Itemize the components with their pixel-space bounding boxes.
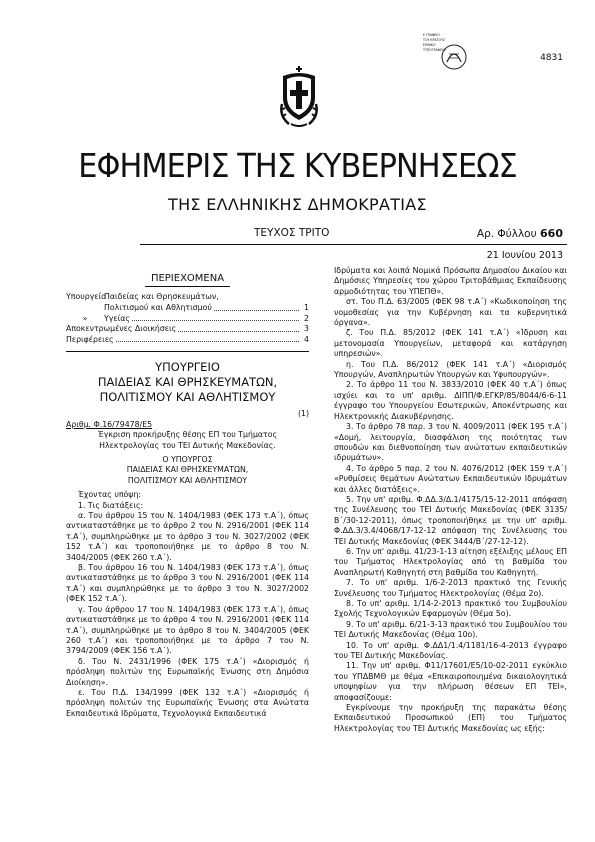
- stamp-line: ΕΘΝΙΚΟ: [423, 43, 436, 47]
- stamp-line: Ε ΓΡΑΦΕΙΟ: [423, 33, 440, 37]
- sheet-number: [477, 227, 563, 240]
- paragraph: Εγκρίνουμε την προκήρυξη της παρακάτω θέσης Εκπαιδευτικού Προσωπικού (ΕΠ) του Τμήματος Ηλεκτρολογίας του ΤΕΙ Δυτικής Μακεδονίας ως εξής:: [334, 703, 567, 733]
- paragraph: 7. Το υπ' αριθμ. 1/6-2-2013 πρακτικό της Γενικής Συνέλευσης του Τμήματος Ηλεκτρολογίας (Θέμα 2ο).: [334, 578, 567, 598]
- official-title: [66, 455, 309, 486]
- toc-page: 1: [304, 303, 309, 312]
- paragraph: ζ. Του Π.Δ. 85/2012 (ΦΕΚ 141 τ.Α΄) «Ίδρυση και μετονομασία Υπουργείων, μεταφορά και κατάργηση υπηρεσιών».: [334, 328, 567, 359]
- paragraph: 9. Το υπ' αριθμ. 6/21-3-13 πρακτικό του Συμβουλίου του ΤΕΙ Δυτικής Μακεδονίας (Θέμα 10ο).: [334, 619, 567, 640]
- paragraph: 11. Την υπ' αριθμ. Φ11/17601/Ε5/10-02-2011 εγκύκλιο του ΥΠΔΒΜΘ με θέμα «Επικαιροποιημένα δικαιολογητικά υποψηφίων για την πλήρωση θέσεων ΕΠ ΤΕΙ», αποφασίζουμε:: [334, 661, 567, 702]
- paragraph: στ. Του Π.Δ. 63/2005 (ΦΕΚ 98 τ.Α΄) «Κωδικοποίηση της νομοθεσίας για την Κυβέρνηση και τα κυβερνητικά όργανα».: [334, 297, 567, 328]
- issue-label: ΤΕΥΧΟΣ ΤΡΙΤΟ: [254, 227, 330, 239]
- sheet-label: Αρ. Φύλλου: [476, 228, 537, 240]
- issue-date: 21 Ιουνίου 2013: [486, 250, 563, 261]
- decision-ref-number: Αριθμ. Φ.16/79478/Ε5: [66, 419, 153, 429]
- paragraph: 10. Το υπ' αριθμ. Φ.ΔΔ1/1.4/1181/16-4-2013 έγγραφο του ΤΕΙ Δυτικής Μακεδονίας.: [334, 640, 567, 661]
- toc-page: 4: [304, 334, 309, 344]
- right-column: [334, 266, 567, 734]
- toc-page: 3: [304, 324, 309, 334]
- printing-office-stamp: [423, 33, 471, 73]
- paragraph: 4. Το άρθρο 5 παρ. 2 του Ν. 4076/2012 (ΦΕΚ 159 τ.Α΄) «Ρυθμίσεις θεμάτων Ανώτατων Εκπαιδευτικών Ιδρυμάτων και άλλες διατάξεις».: [334, 463, 567, 494]
- paragraph: Ιδρύματα και λοιπά Νομικά Πρόσωπα Δημοσίου Δικαίου και Δημόσιες Υπηρεσίες του χώρου Τριτοβάθμιας Εκπαίδευσης αρμοδιότητας του ΥΠΕΠΘ».: [334, 266, 567, 296]
- header-rule: [140, 244, 567, 245]
- paragraph: α. Του άρθρου 15 του Ν. 1404/1983 (ΦΕΚ 173 τ.Α΄), όπως αντικαταστάθηκε με το άρθρο 2 του Ν. 2916/2001 (ΦΕΚ 114 τ.Α΄), συμπληρώθηκε με το άρθρο 3 του Ν. 3027/2002 (ΦΕΚ 152 τ.Α΄) και τροποποιήθηκε με το άρθρο 8 του Ν. 3404/2005 (ΦΕΚ 260 τ.Α΄).: [66, 511, 309, 562]
- paragraph: 1. Τις διατάξεις:: [78, 500, 144, 510]
- toc-heading: ΠΕΡΙΕΧΟΜΕΝΑ: [150, 273, 225, 284]
- official-line: Ο ΥΠΟΥΡΓΟΣ: [162, 455, 213, 464]
- paragraph: γ. Του άρθρου 17 του Ν. 1404/1983 (ΦΕΚ 173 τ.Α΄), όπως αντικαταστάθηκε με το άρθρο 4 του Ν. 2916/2001 (ΦΕΚ 114 τ.Α΄), συμπληρώθηκε με το άρθρο 8 του Ν. 3404/2005 (ΦΕΚ 260 τ.Α΄) και τροποποιήθηκε με το άρθρο 7 του Ν. 3794/2009 (ΦΕΚ 156 τ.Α΄).: [66, 604, 309, 656]
- paragraph: η. Του Π.Δ. 86/2012 (ΦΕΚ 141 τ.Α΄) «Διορισμός Υπουργών, Αναπληρωτών Υπουργών και Υφυπουργών».: [334, 359, 567, 380]
- toc-entry-sub: Πολιτισμού και Αθλητισμού: [104, 303, 212, 312]
- paragraph: 6. Την υπ' αριθμ. 41/23-1-13 αίτηση εξέλιξης μέλους ΕΠ του Τμήματος Ηλεκτρολογίας από τη βαθμίδα του Αναπληρωτή Καθηγητή στη βαθμίδα του Καθηγητή.: [334, 546, 567, 577]
- paragraph: 8. Το υπ' αριθμ. 1/14-2-2013 πρακτικό του Συμβουλίου Σχολής Τεχνολογικών Εφαρμογών (Θέμα 5ο).: [334, 599, 567, 619]
- toc-row: [66, 314, 309, 325]
- ministry-line: ΠΑΙΔΕΙΑΣ ΚΑΙ ΘΡΗΣΚΕΥΜΑΤΩΝ,: [97, 375, 278, 390]
- official-line: ΠΟΛΙΤΙΣΜΟΥ ΚΑΙ ΑΘΛΗΤΙΣΜΟΥ: [127, 475, 248, 485]
- toc-entry-sub: Παιδείας και Θρησκευμάτων,: [104, 292, 219, 302]
- paragraph: Έχοντας υπόψη:: [78, 490, 142, 500]
- toc-entry-org: Αποκεντρωμένες Διοικήσεις: [66, 324, 177, 334]
- toc-entry-sub: Υγείας: [104, 313, 130, 323]
- paragraph: ε. Του Π.Δ. 134/1999 (ΦΕΚ 132 τ.Α΄) «Διορισμός ή πρόσληψη πολιτών της Ευρωπαϊκής Ένωσης στα Ανώτατα Εκπαιδευτικά Ιδρύματα, Τεχνολογικά Εκπαιδευτικά: [66, 687, 309, 718]
- left-column: [66, 266, 309, 719]
- toc-row: [66, 303, 309, 314]
- paragraph: δ. Του Ν. 2431/1996 (ΦΕΚ 175 τ.Α΄) «Διορισμός ή πρόσληψη πολιτών της Ευρωπαϊκής Ένωσης στη Δημόσια Διοίκηση».: [66, 656, 309, 687]
- toc-entry-org: [66, 303, 104, 314]
- paragraph: β. Του άρθρου 16 του Ν. 1404/1983 (ΦΕΚ 173 τ.Α΄), όπως αντικαταστάθηκε με το άρθρο 3 του Ν. 2916/2001 (ΦΕΚ 114 τ.Α΄) και συμπληρώθηκε με το άρθρο 3 του Ν. 3027/2002 (ΦΕΚ 152 τ.Α΄).: [66, 563, 309, 604]
- toc-entry-org: »: [82, 313, 88, 323]
- toc-row: [66, 292, 309, 303]
- ministry-line: ΠΟΛΙΤΙΣΜΟΥ ΚΑΙ ΑΘΛΗΤΙΣΜΟΥ: [99, 390, 276, 405]
- toc-row: [66, 324, 309, 335]
- sheet-value: 660: [540, 227, 563, 240]
- toc-rule: [145, 286, 230, 287]
- decision-ref: [66, 420, 309, 430]
- paragraph: 3. Το άρθρο 78 παρ. 3 του Ν. 4009/2011 (ΦΕΚ 195 τ.Α΄) «Δομή, λειτουργία, διασφάλιση της ποιότητας των σπουδών και διεθνοποίηση των ανώτατων εκπαιδευτικών ιδρυμάτων».: [334, 422, 567, 463]
- section-divider: [66, 351, 309, 352]
- toc-entry-org: Υπουργείο: [66, 292, 106, 302]
- toc-row: [66, 335, 309, 346]
- gazette-title: ΕΦΗΜΕΡΙΣ ΤΗΣ ΚΥΒΕΡΝΗΣΕΩΣ: [78, 146, 517, 185]
- paragraph: 2. Το άρθρο 11 του Ν. 3833/2010 (ΦΕΚ 40 τ.Α΄) όπως ισχύει και το υπ' αριθμ. ΔΙΠΠ/Φ.ΕΓΚΡ/85/8044/6-6-11 έγγραφο του Υπουργείου Εσωτερικών, Αποκέντρωσης και Ηλεκτρονικής Διακυβέρνησης.: [334, 380, 567, 421]
- decision-subject: Έγκριση προκήρυξης θέσης ΕΠ του Τμήματος Ηλεκτρολογίας του ΤΕΙ Δυτικής Μακεδονίας.: [97, 430, 278, 450]
- official-line: ΠΑΙΔΕΙΑΣ ΚΑΙ ΘΡΗΣΚΕΥΜΑΤΩΝ,: [126, 465, 249, 475]
- page-number: 4831: [540, 53, 563, 63]
- paragraph: 5. Την υπ' αριθμ. Φ.ΔΔ.3/Δ.1/4175/15-12-2011 απόφαση της Συνέλευσης του ΤΕΙ Δυτικής Μακεδονίας (ΦΕΚ 3135/Β΄/30-12-2011), όπως τροποποιήθηκε με την υπ' αριθμ. Φ.ΔΔ.3/3.4/4068/17-12-12 απόφαση της Συνέλευσης του ΤΕΙ Δυτικής Μακεδονίας (ΦΕΚ 3444/Β΄/27-12-12).: [334, 494, 567, 546]
- stamp-line: ΤΥΠΟΓΡΑΦΕΙΟ: [423, 48, 446, 52]
- ministry-heading: [66, 360, 309, 405]
- stamp-seal-icon: [440, 42, 468, 72]
- greek-coat-of-arms-icon: [279, 64, 319, 130]
- gazette-subtitle: ΤΗΣ ΕΛΛΗΝΙΚΗΣ ΔΗΜΟΚΡΑΤΙΑΣ: [168, 195, 427, 214]
- stamp-line: ΤΟΥ ΚΡΑΤΟΥΣ: [423, 38, 446, 42]
- toc-entry-org: Περιφέρειες: [66, 334, 114, 344]
- toc-page: 2: [304, 313, 309, 323]
- decision-marker: (1): [297, 409, 309, 419]
- ministry-line: ΥΠΟΥΡΓΕΙΟ: [155, 360, 220, 375]
